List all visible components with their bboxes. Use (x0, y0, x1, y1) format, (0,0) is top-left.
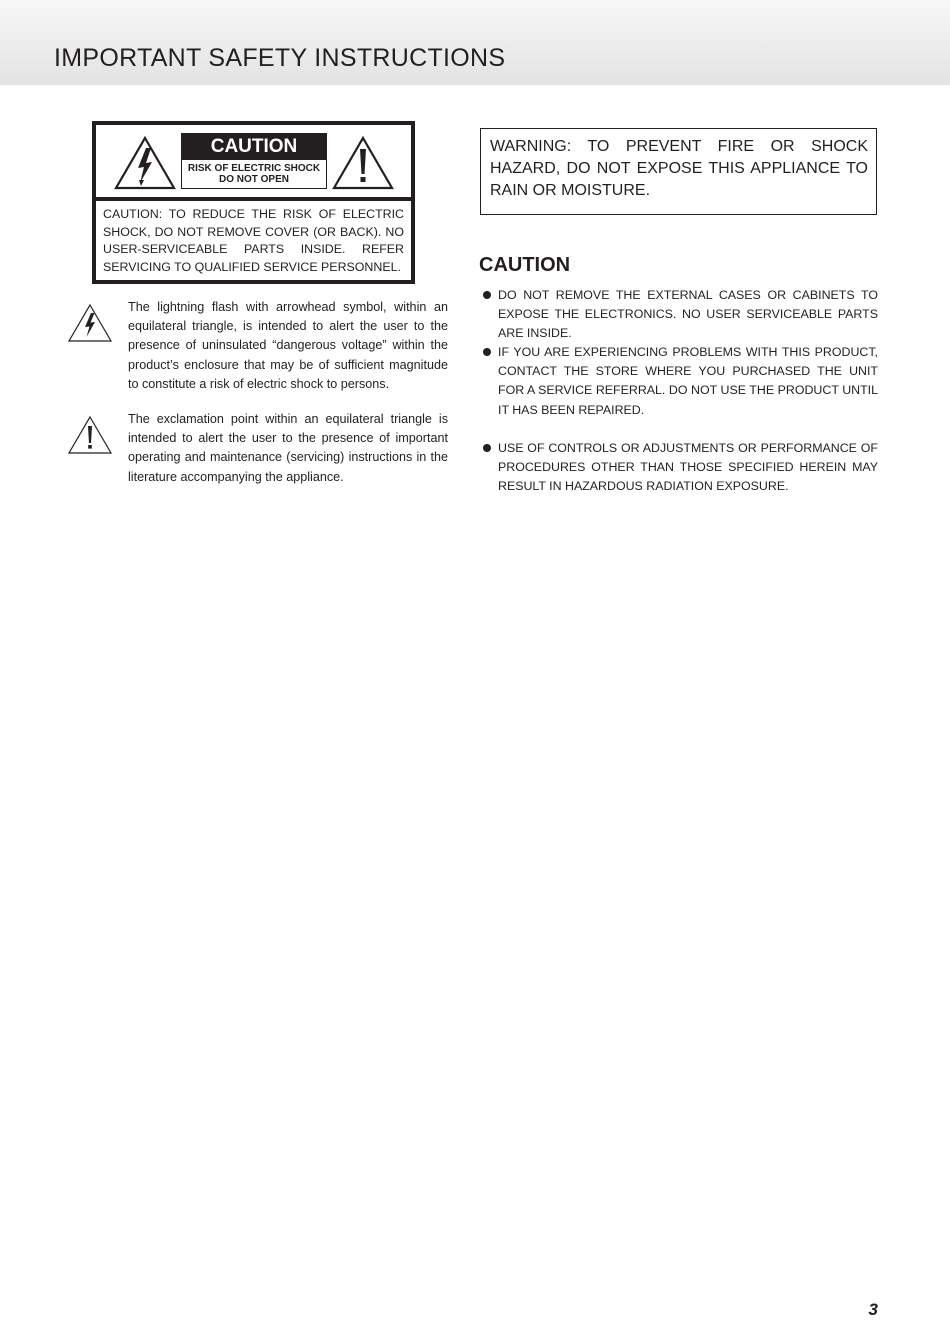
page-title: IMPORTANT SAFETY INSTRUCTIONS (54, 44, 506, 72)
caution-plate-title: CAUTION (182, 134, 326, 160)
caution-plate (181, 133, 327, 189)
lightning-symbol-description: The lightning flash with arrowhead symbol, within an equilateral triangle, is intended to alert the user to the presence of uninsulated “dangerous voltage” within the product’s enclosure that may be of sufficient magnitude to constitute a risk of electric shock to persons. (128, 300, 448, 391)
lightning-triangle-icon (67, 303, 113, 343)
caution-plate-subtitle (182, 163, 326, 185)
warning-text: WARNING: TO PREVENT FIRE OR SHOCK HAZARD, DO NOT EXPOSE THIS APPLIANCE TO RAIN OR MOISTURE. (490, 138, 868, 199)
bullet-icon (483, 348, 491, 356)
caution-label-bottom (96, 201, 411, 280)
lightning-triangle-icon (113, 135, 177, 191)
caution-heading: CAUTION (479, 254, 571, 276)
page-number: 3 (868, 1300, 878, 1319)
caution-plate-subtitle-line1: RISK OF ELECTRIC SHOCK (187, 163, 321, 174)
exclamation-symbol-description: The exclamation point within an equilateral triangle is intended to alert the user to the presence of important operating and maintenance (servicing) instructions in the literature accompanying the appliance. (128, 412, 448, 484)
caution-item-text: IF YOU ARE EXPERIENCING PROBLEMS WITH THIS PRODUCT, CONTACT THE STORE WHERE YOU PURCHASED THE UNIT FOR A SERVICE REFERRAL. DO NOT USE THE PRODUCT UNTIL IT HAS BEEN REPAIRED. (498, 345, 878, 417)
caution-label-text: CAUTION: TO REDUCE THE RISK OF ELECTRIC SHOCK, DO NOT REMOVE COVER (OR BACK). NO USER-SERVICEABLE PARTS INSIDE. REFER SERVICING TO QUALIFIED SERVICE PERSONNEL. (103, 207, 404, 274)
caution-label (92, 121, 415, 284)
caution-item-text: USE OF CONTROLS OR ADJUSTMENTS OR PERFORMANCE OF PROCEDURES OTHER THAN THOSE SPECIFIED HEREIN MAY RESULT IN HAZARDOUS RADIATION EXPOSURE. (498, 441, 878, 494)
exclamation-triangle-icon (331, 135, 395, 191)
bullet-icon (483, 291, 491, 299)
caution-plate-subtitle-line2: DO NOT OPEN (218, 174, 289, 185)
warning-box (480, 128, 877, 215)
caution-item-text: DO NOT REMOVE THE EXTERNAL CASES OR CABINETS TO EXPOSE THE ELECTRONICS. NO USER SERVICEABLE PARTS ARE INSIDE. (498, 288, 878, 341)
exclamation-triangle-icon (67, 415, 113, 455)
bullet-icon (483, 444, 491, 452)
caution-label-top (96, 125, 411, 197)
